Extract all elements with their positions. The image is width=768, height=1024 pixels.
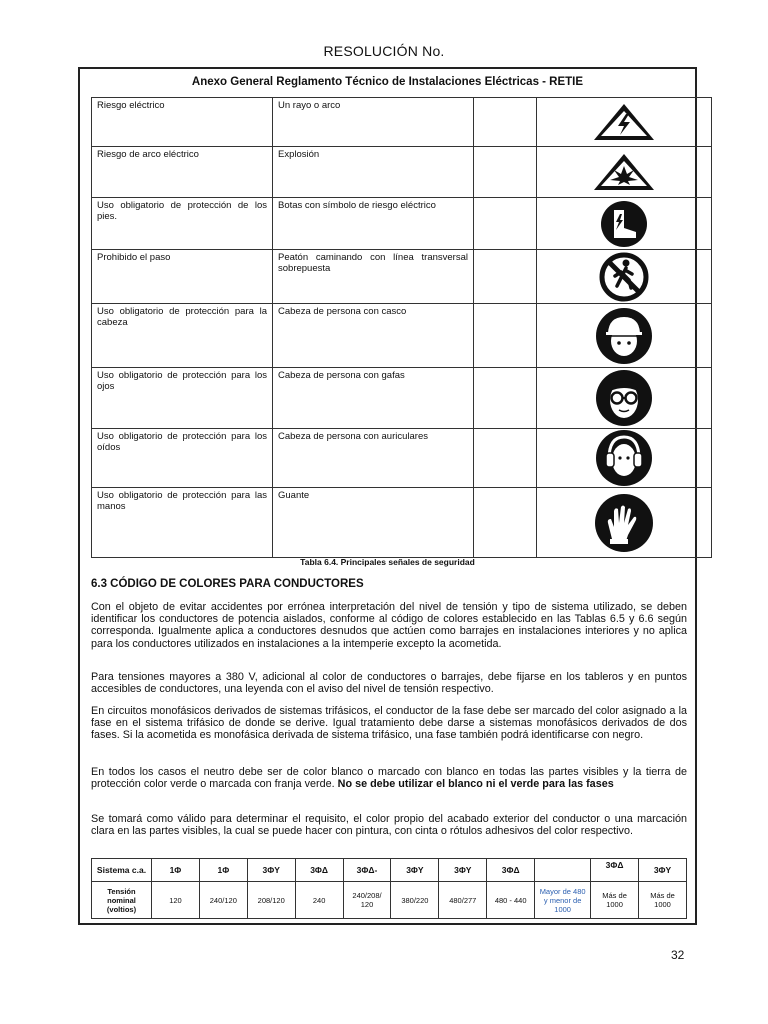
glove-icon	[594, 493, 654, 553]
system-cell: 3ΦY	[391, 859, 439, 882]
system-cell: 3ΦY	[439, 859, 487, 882]
voltage-cell: 380/220	[391, 882, 439, 919]
no-entry-pedestrian-icon	[599, 252, 649, 302]
sign-symbol: Un rayo o arco	[273, 98, 474, 147]
voltage-cell: 240/120	[199, 882, 247, 919]
table-row	[92, 250, 712, 304]
hard-hat-icon	[595, 307, 653, 365]
system-cell	[535, 859, 591, 882]
sign-symbol: Guante	[273, 488, 474, 558]
sign-symbol: Peatón caminando con línea transversal sobrepuesta	[273, 250, 474, 304]
table-row	[92, 98, 712, 147]
sign-meaning: Prohibido el paso	[92, 250, 273, 304]
empty-cell	[474, 250, 537, 304]
empty-cell	[474, 147, 537, 198]
table-row	[92, 368, 712, 429]
sign-symbol: Cabeza de persona con casco	[273, 304, 474, 368]
empty-cell	[474, 304, 537, 368]
system-cell: 3ΦY	[639, 859, 687, 882]
system-cell: 1Φ	[152, 859, 200, 882]
paragraph-2: Para tensiones mayores a 380 V, adicional al color de conductores o barrajes, debe fijarse en los tableros y en puntos accesibles de conductores, una leyenda con el aviso del nivel de tensión respectivo.	[91, 671, 687, 696]
ear-protection-icon	[595, 429, 653, 487]
electric-hazard-icon	[592, 102, 656, 142]
table-row	[92, 147, 712, 198]
system-cell: 3ΦY	[247, 859, 295, 882]
system-cell: 3ΦΔ	[295, 859, 343, 882]
arc-flash-icon	[592, 152, 656, 192]
sign-image-cell	[537, 429, 712, 488]
voltage-cell: Más de 1000	[639, 882, 687, 919]
table-row	[92, 882, 687, 919]
sign-meaning: Riesgo eléctrico	[92, 98, 273, 147]
voltage-cell: 208/120	[247, 882, 295, 919]
section-title: 6.3 CÓDIGO DE COLORES PARA CONDUCTORES	[91, 578, 364, 590]
voltage-cell: Mayor de 480 y menor de 1000	[535, 882, 591, 919]
paragraph-4-bold: No se debe utilizar el blanco ni el verde para las fases	[337, 778, 614, 791]
sign-image-cell	[537, 488, 712, 558]
empty-cell	[474, 488, 537, 558]
paragraph-5: Se tomará como válido para determinar el requisito, el color propio del acabado exterior del conductor o una marcación clara en las partes visibles, la cual se puede hacer con pintura, con cinta o rótulos adhesivos del color respectivo.	[91, 813, 687, 838]
table-caption: Tabla 6.4. Principales señales de seguridad	[300, 557, 475, 567]
safety-signs-table	[91, 97, 712, 558]
safety-goggles-icon	[595, 369, 653, 427]
sign-image-cell	[537, 304, 712, 368]
empty-cell	[474, 368, 537, 429]
system-cell: 3ΦΔ	[591, 859, 639, 882]
voltage-label: Tensión nominal (voltios)	[92, 882, 152, 919]
sign-symbol: Cabeza de persona con auriculares	[273, 429, 474, 488]
sign-image-cell	[537, 98, 712, 147]
sign-meaning: Riesgo de arco eléctrico	[92, 147, 273, 198]
sign-symbol: Explosión	[273, 147, 474, 198]
voltage-cell: 480/277	[439, 882, 487, 919]
sign-image-cell	[537, 250, 712, 304]
paragraph-1: Con el objeto de evitar accidentes por errónea interpretación del nivel de tensión y tipo de sistema utilizado, se deben identificar los conductores de potencia aislados, conforme al código de colores establecido en las Tablas 6.5 y 6.6 según corresponda. Igualmente aplica a conductores desnudos que actúen como barrajes en instalaciones interiores y no aplica para los conductores utilizados en instalaciones a la intemperie excepto la acometida.	[91, 601, 687, 650]
paragraph-4-text: En todos los casos el neutro debe ser de color blanco o marcado con blanco en todas las partes visibles y la tierra de protección color verde o marcada con franja verde.	[91, 766, 687, 791]
paragraph-4	[91, 766, 687, 790]
empty-cell	[474, 198, 537, 250]
annex-title: Anexo General Reglamento Técnico de Instalaciones Eléctricas - RETIE	[191, 76, 584, 88]
table-row	[92, 859, 687, 882]
voltage-cell: 120	[152, 882, 200, 919]
table-row	[92, 198, 712, 250]
voltage-cell: 240	[295, 882, 343, 919]
sign-meaning: Uso obligatorio de protección para la cabeza	[92, 304, 273, 368]
sign-symbol: Cabeza de persona con gafas	[273, 368, 474, 429]
system-cell: 1Φ	[199, 859, 247, 882]
conductor-color-table	[91, 858, 687, 919]
resolution-header: RESOLUCIÓN No.	[323, 43, 445, 59]
sign-meaning: Uso obligatorio de protección de los pies.	[92, 198, 273, 250]
safety-boots-icon	[600, 200, 648, 248]
sign-meaning: Uso obligatorio de protección para las manos	[92, 488, 273, 558]
table-row	[92, 488, 712, 558]
empty-cell	[474, 429, 537, 488]
system-label: Sistema c.a.	[92, 859, 152, 882]
system-cell: 3ΦΔ	[487, 859, 535, 882]
system-cell: 3ΦΔ-	[343, 859, 391, 882]
sign-meaning: Uso obligatorio de protección para los oídos	[92, 429, 273, 488]
voltage-cell: Más de 1000	[591, 882, 639, 919]
sign-meaning: Uso obligatorio de protección para los ojos	[92, 368, 273, 429]
sign-image-cell	[537, 198, 712, 250]
table-row	[92, 304, 712, 368]
sign-image-cell	[537, 147, 712, 198]
annex-frame	[78, 67, 697, 925]
voltage-cell: 240/208/ 120	[343, 882, 391, 919]
sign-image-cell	[537, 368, 712, 429]
sign-symbol: Botas con símbolo de riesgo eléctrico	[273, 198, 474, 250]
paragraph-3: En circuitos monofásicos derivados de sistemas trifásicos, el conductor de la fase debe ser marcado del color asignado a la fase en el sistema trifásico de donde se derive. Igual tratamiento debe darse a sistemas monofásicos derivados de dos fases. Si la acometida es monofásica derivada de sistema trifásico, una fase también podrá identificarse con negro.	[91, 705, 687, 742]
empty-cell	[474, 98, 537, 147]
table-row	[92, 429, 712, 488]
voltage-cell: 480 - 440	[487, 882, 535, 919]
page-number: 32	[671, 948, 685, 962]
